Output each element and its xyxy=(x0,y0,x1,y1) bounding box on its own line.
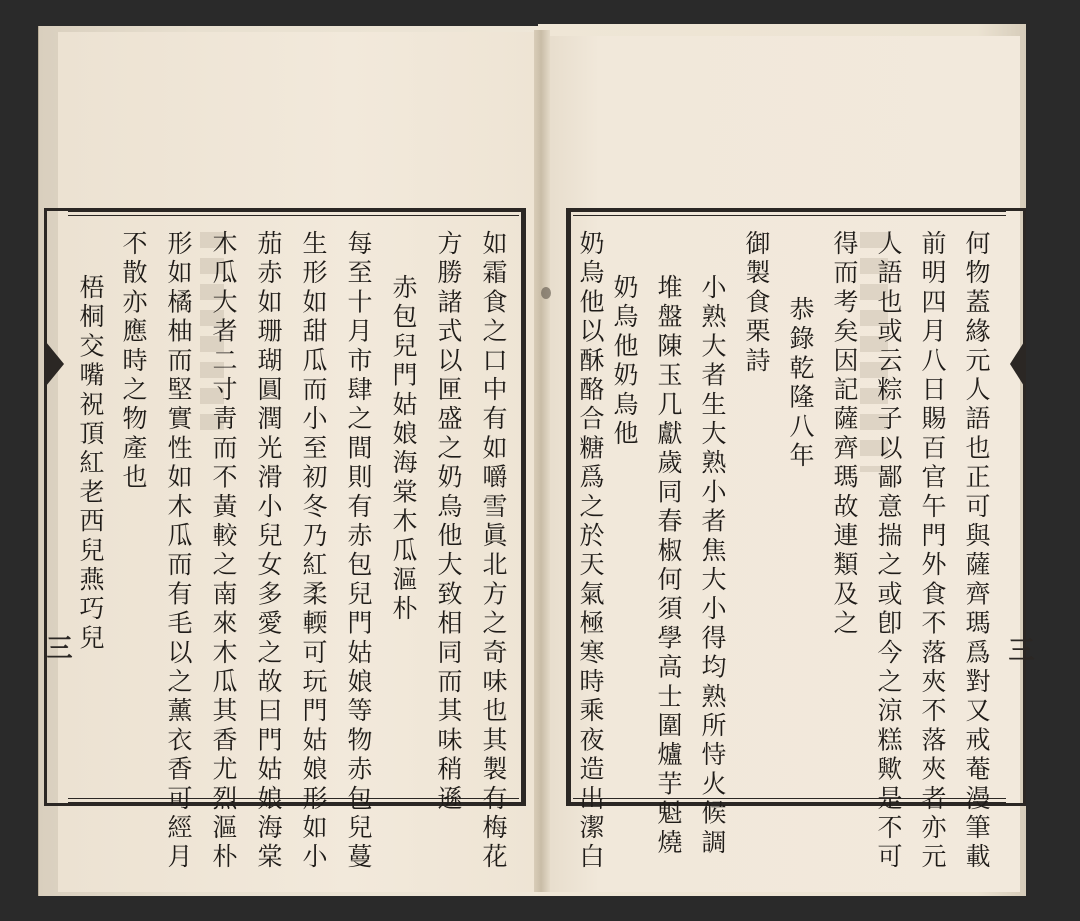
page-folio: 三 xyxy=(42,634,72,660)
heading-column: 奶烏他奶烏他 xyxy=(610,274,639,450)
text-column: 奶烏他以酥酪合糖爲之於天氣極寒時乘夜造出潔白 xyxy=(576,230,605,873)
text-column: 形如橘柚而堅實性如木瓜而有毛以之薰衣香可經月 xyxy=(164,230,193,873)
text-column: 方勝諸式以匣盛之奶烏他大致相同而其味稍遜 xyxy=(434,230,463,814)
poem-column: 堆盤陳玉几獻歲同春椒何須學高士圍爐芋魁燒 xyxy=(654,274,683,858)
text-column: 前明四月八日賜百官午門外食不落夾不落夾者亦元 xyxy=(918,230,947,873)
book-gutter xyxy=(534,30,550,892)
text-column: 恭錄乾隆八年 xyxy=(786,296,815,472)
heading-column: 赤包兒門姑娘海棠木瓜漚朴 xyxy=(389,274,418,625)
text-column: 生形如甜瓜而小至初冬乃紅柔輭可玩門姑娘形如小 xyxy=(299,230,328,873)
text-column: 每至十月市肆之間則有赤包兒門姑娘等物赤包兒蔓 xyxy=(344,230,373,873)
fishtail-mark xyxy=(1010,342,1024,386)
text-column: 木瓜大者二寸靑而不黃較之南來木瓜其香尤烈漚朴 xyxy=(209,230,238,873)
fishtail-mark xyxy=(46,342,64,386)
text-column: 如霜食之口中有如嚼雪眞北方之奇味也其製有梅花 xyxy=(479,230,508,873)
heading-column: 御製食栗詩 xyxy=(742,230,771,376)
text-column: 茄赤如珊瑚圓潤光滑小兒女多愛之故曰門姑娘海棠 xyxy=(254,230,283,873)
text-column: 人語也或云粽子以鄙意揣之或卽今之涼糕歟是不可 xyxy=(874,230,903,873)
text-column: 得而考矣因記薩齊瑪故連類及之 xyxy=(830,230,859,639)
page-folio: 三 xyxy=(1004,636,1034,662)
right-margin-strip xyxy=(1006,208,1026,806)
poem-column: 小熟大者生大熟小者焦大小得均熟所恃火候調 xyxy=(698,274,727,858)
text-column: 何物蓋緣元人語也正可與薩齊瑪爲對又戒菴漫筆載 xyxy=(962,230,991,873)
heading-column: 梧桐交嘴祝頂紅老西兒燕巧兒 xyxy=(76,274,105,654)
left-margin-strip xyxy=(42,208,72,806)
binding-hole xyxy=(541,287,551,299)
text-column: 不散亦應時之物產也 xyxy=(119,230,148,493)
